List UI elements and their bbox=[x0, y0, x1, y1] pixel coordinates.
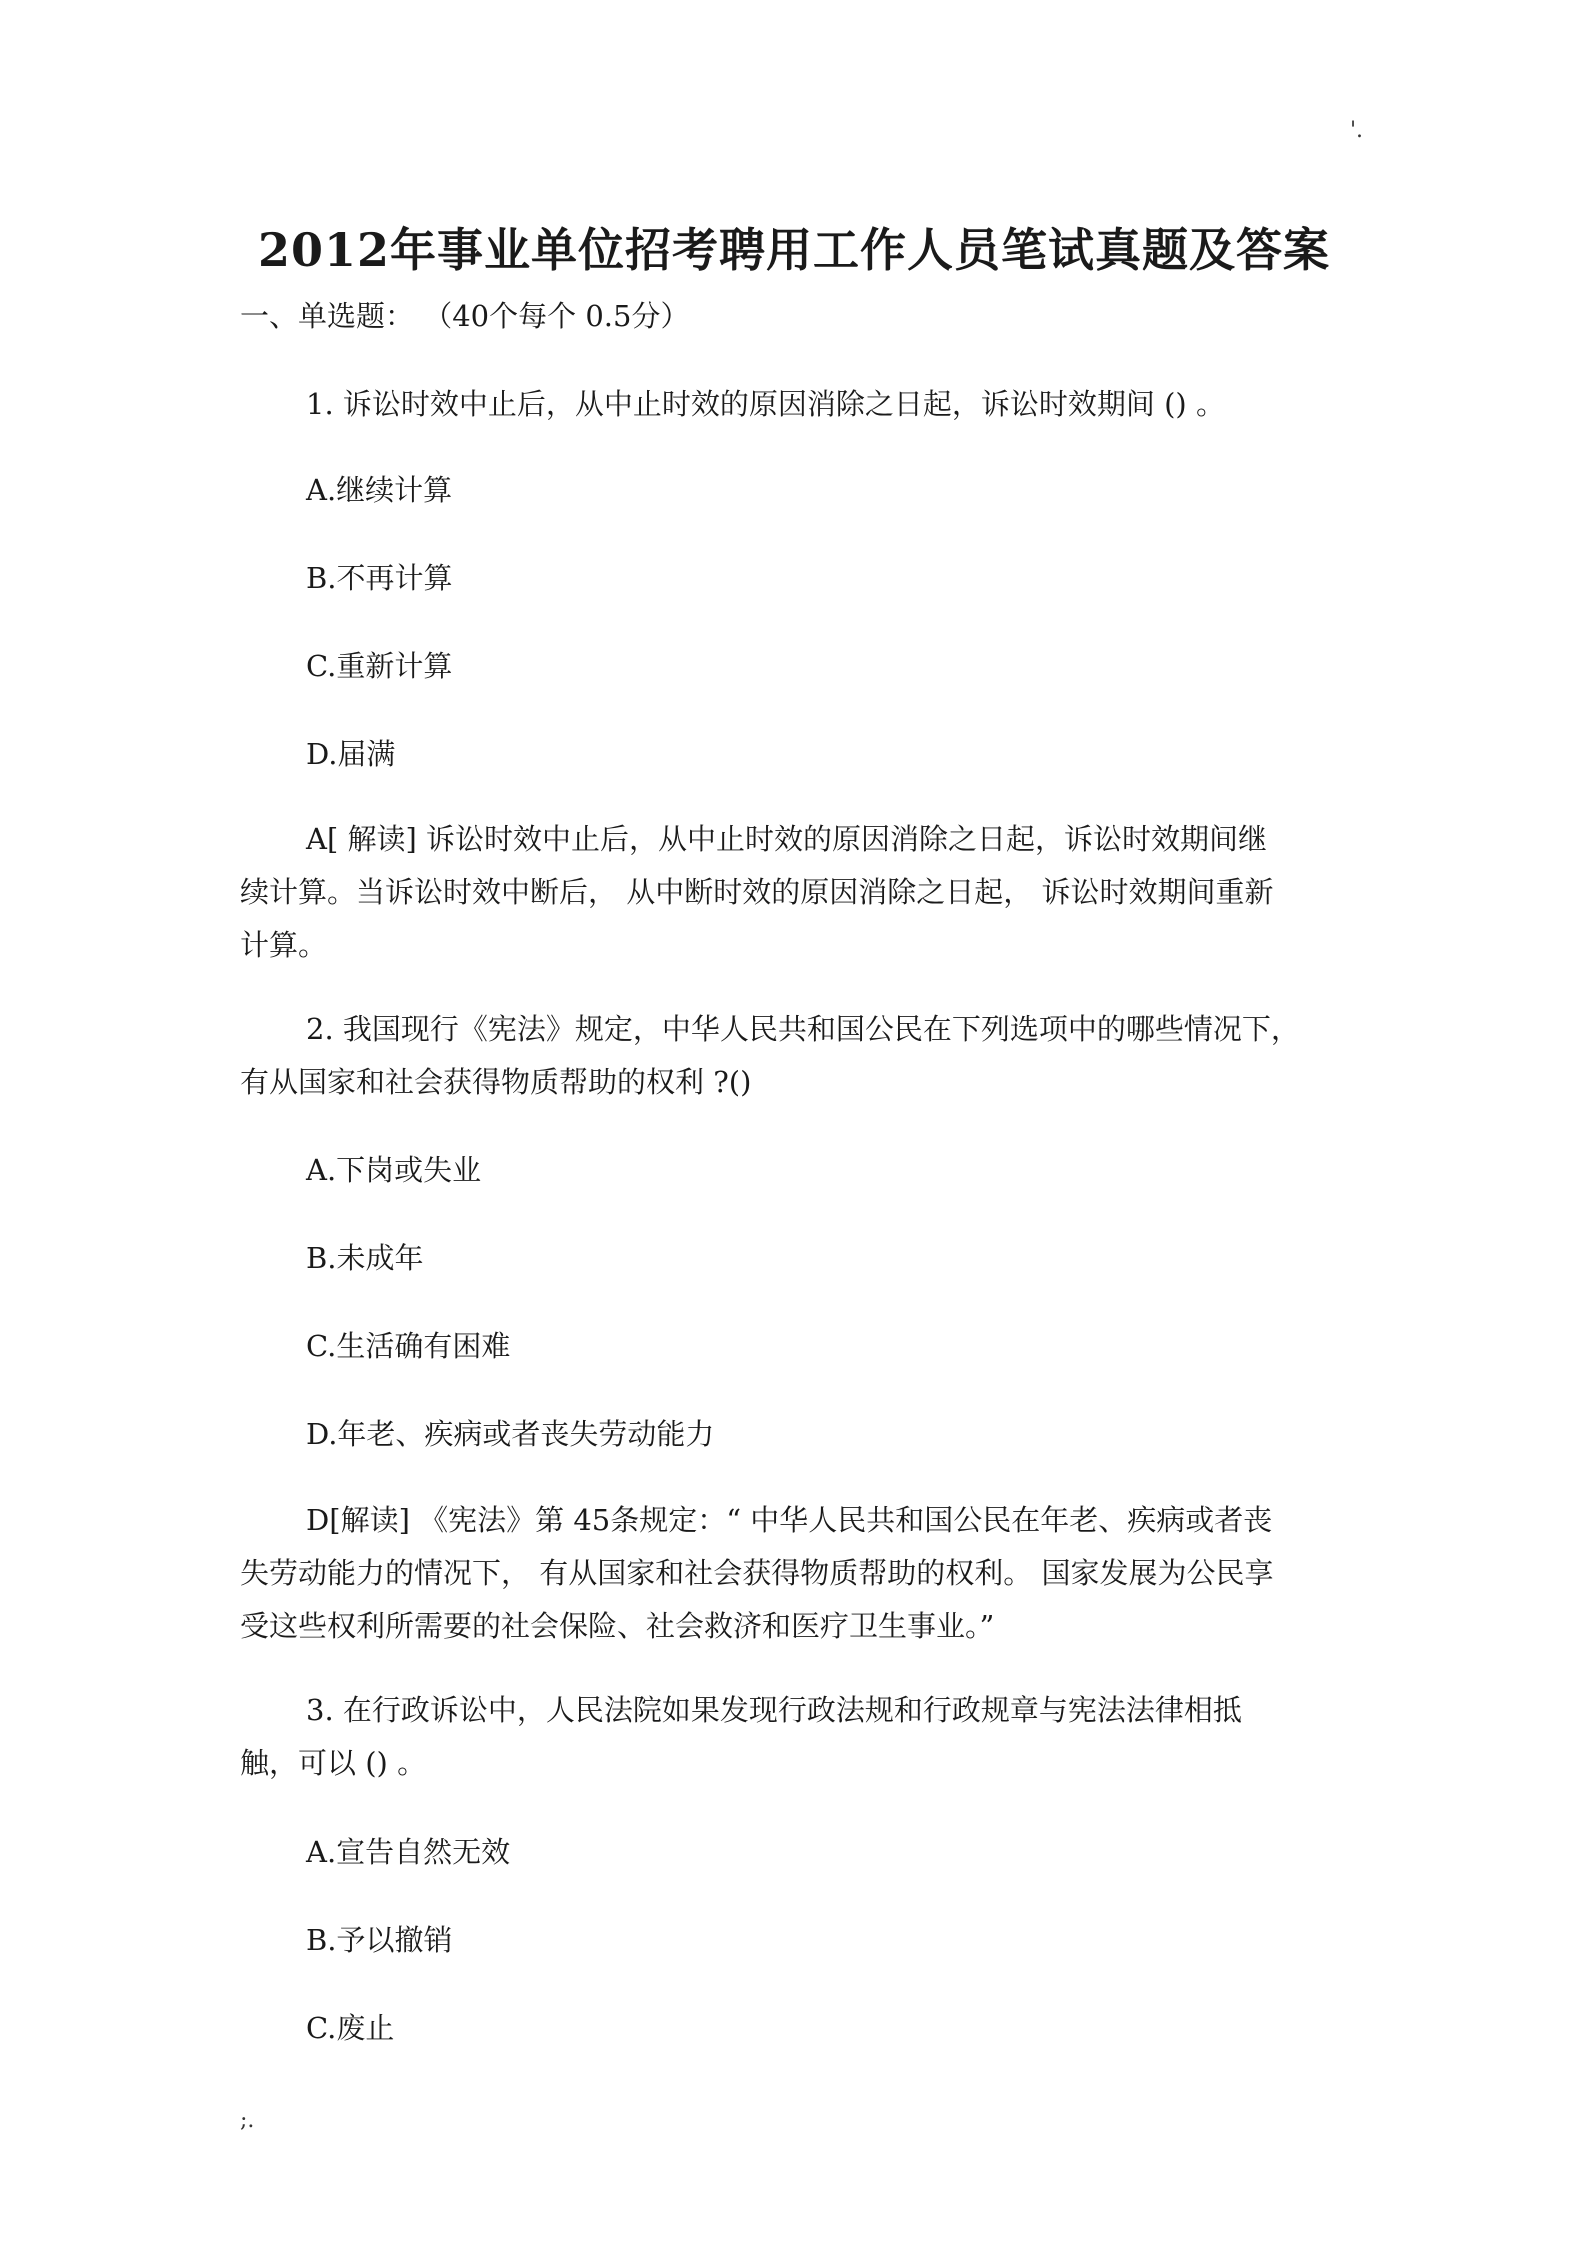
question-1-option-b: B.不再计算 bbox=[306, 561, 453, 595]
answer-line: A[ 解读] 诉讼时效中止后，从中止时效的原因消除之日起，诉讼时效期间继 bbox=[306, 822, 1268, 856]
document-title: 2012年事业单位招考聘用工作人员笔试真题及答案 bbox=[258, 223, 1331, 277]
answer-line: 受这些权利所需要的社会保险、社会救济和医疗卫生事业。” bbox=[240, 1609, 995, 1643]
answer-line: D[解读] 《宪法》第 45条规定：“ 中华人民共和国公民在年老、疾病或者丧 bbox=[306, 1503, 1273, 1537]
question-2-option-d: D.年老、疾病或者丧失劳动能力 bbox=[306, 1417, 715, 1451]
question-3-option-a: A.宣告自然无效 bbox=[306, 1835, 511, 1869]
question-1-stem: 1. 诉讼时效中止后，从中止时效的原因消除之日起，诉讼时效期间 () 。 bbox=[306, 387, 1225, 421]
question-2-option-c: C.生活确有困难 bbox=[306, 1329, 511, 1363]
question-1-answer bbox=[240, 813, 1360, 972]
question-2-answer bbox=[240, 1494, 1360, 1653]
question-3-option-c: C.废止 bbox=[306, 2011, 395, 2045]
stem-line: 触，可以 () 。 bbox=[240, 1746, 427, 1780]
question-2-option-b: B.未成年 bbox=[306, 1241, 424, 1275]
answer-line: 计算。 bbox=[240, 928, 328, 962]
question-3-option-b: B.予以撤销 bbox=[306, 1923, 453, 1957]
page-mark-bottom-left: ;. bbox=[240, 2108, 255, 2133]
question-2-stem bbox=[240, 1003, 1360, 1109]
stem-line: 有从国家和社会获得物质帮助的权利 ?() bbox=[240, 1065, 752, 1099]
answer-line: 失劳动能力的情况下， 有从国家和社会获得物质帮助的权利。 国家发展为公民享 bbox=[240, 1556, 1274, 1590]
answer-line: 续计算。当诉讼时效中断后， 从中断时效的原因消除之日起， 诉讼时效期间重新 bbox=[240, 875, 1274, 909]
question-2-option-a: A.下岗或失业 bbox=[306, 1153, 482, 1187]
question-1-option-c: C.重新计算 bbox=[306, 649, 453, 683]
question-1-option-a: A.继续计算 bbox=[306, 473, 453, 507]
stem-line: 2. 我国现行《宪法》规定，中华人民共和国公民在下列选项中的哪些情况下， bbox=[306, 1012, 1300, 1046]
stem-line: 3. 在行政诉讼中，人民法院如果发现行政法规和行政规章与宪法法律相抵 bbox=[306, 1693, 1242, 1727]
question-1-option-d: D.届满 bbox=[306, 737, 396, 771]
page-mark-top-right: '. bbox=[1350, 118, 1364, 143]
question-3-stem bbox=[240, 1684, 1360, 1790]
section-heading: 一、单选题： （40个每个 0.5分） bbox=[240, 299, 690, 333]
